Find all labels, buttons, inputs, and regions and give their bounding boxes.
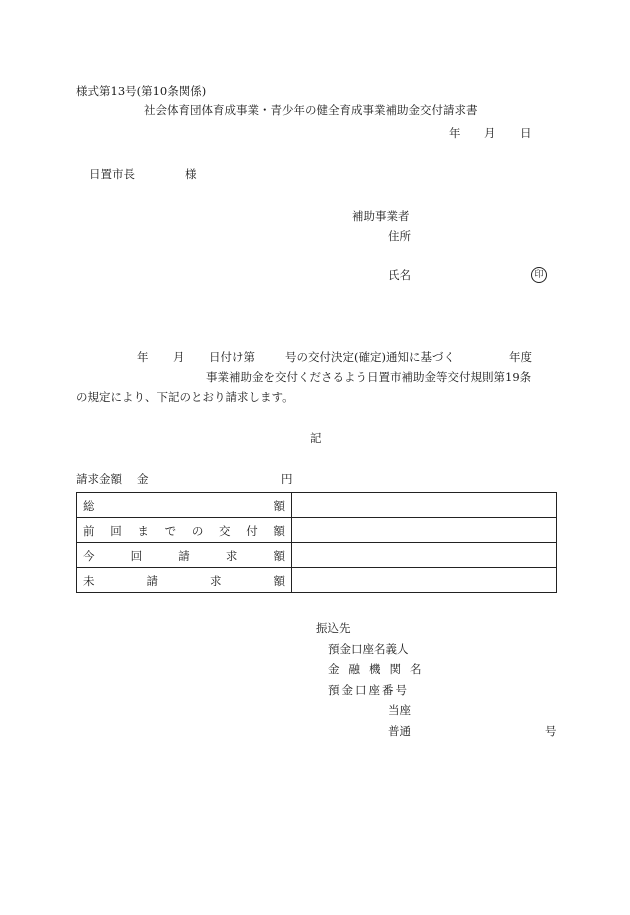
label-char: 総 <box>83 499 95 513</box>
row-label-total <box>77 493 292 518</box>
label-char: 今 <box>83 549 95 563</box>
row-label-current <box>77 543 292 568</box>
label-char: 前 <box>83 524 95 538</box>
label-char: 額 <box>273 574 285 588</box>
label-char: 付 <box>246 524 258 538</box>
label-char: 回 <box>110 524 122 538</box>
body-line-2: 事業補助金を交付くださるよう日置市補助金等交付規則第19条 <box>206 370 532 384</box>
transfer-heading: 振込先 <box>316 621 351 635</box>
request-amount-label: 請求金額 <box>76 472 122 486</box>
body-line-3: の規定により、下記のとおり請求します。 <box>76 390 294 404</box>
table-row <box>77 568 557 593</box>
account-holder-label: 預金口座名義人 <box>328 642 409 656</box>
label-char: で <box>164 524 177 538</box>
note-heading: 記 <box>310 431 322 445</box>
body-dated-no: 日付け第 <box>209 350 255 364</box>
addressee-name: 日置市長 <box>89 167 135 181</box>
current-amount-cell[interactable] <box>292 543 557 568</box>
date-year-label: 年 <box>449 126 461 140</box>
total-amount-cell[interactable] <box>292 493 557 518</box>
label-char: 交 <box>219 524 231 538</box>
addressee-honorific: 様 <box>185 167 197 181</box>
body-year: 年 <box>137 350 149 364</box>
request-amount-prefix: 金 <box>137 472 149 486</box>
label-char: 未 <box>83 574 95 588</box>
label-char: 求 <box>225 549 238 563</box>
row-label-previous <box>77 518 292 543</box>
table-row <box>77 518 557 543</box>
amount-table <box>76 492 557 593</box>
label-char: 回 <box>130 549 143 563</box>
request-amount-unit: 円 <box>281 472 293 486</box>
label-char: 請 <box>146 574 158 588</box>
applicant-heading: 補助事業者 <box>352 209 410 223</box>
table-row <box>77 493 557 518</box>
form-number: 様式第13号(第10条関係) <box>76 84 207 98</box>
unclaimed-amount-cell[interactable] <box>292 568 557 593</box>
account-number-suffix: 号 <box>545 724 557 738</box>
account-number-label: 預金口座番号 <box>328 683 409 697</box>
label-char: の <box>191 524 204 538</box>
label-char: 求 <box>210 574 222 588</box>
row-label-unclaimed <box>77 568 292 593</box>
body-notice-based: 号の交付決定(確定)通知に基づく <box>285 350 455 364</box>
savings-account-label: 普通 <box>388 724 411 738</box>
institution-label: 金融機関名 <box>328 662 431 676</box>
label-char: 額 <box>273 499 285 513</box>
body-month: 月 <box>173 350 185 364</box>
current-account-label: 当座 <box>388 703 411 717</box>
body-fiscal-year: 年度 <box>509 350 532 364</box>
label-char: 請 <box>178 549 190 563</box>
label-char: ま <box>137 524 149 538</box>
date-day-label: 日 <box>520 126 532 140</box>
date-month-label: 月 <box>484 126 496 140</box>
table-row <box>77 543 557 568</box>
previous-amount-cell[interactable] <box>292 518 557 543</box>
name-label: 氏名 <box>388 268 411 282</box>
label-char: 額 <box>273 549 285 563</box>
address-label: 住所 <box>388 229 411 243</box>
seal-icon: 印 <box>531 267 547 283</box>
label-char: 額 <box>273 524 285 538</box>
document-title: 社会体育団体育成事業・青少年の健全育成事業補助金交付請求書 <box>144 103 478 117</box>
